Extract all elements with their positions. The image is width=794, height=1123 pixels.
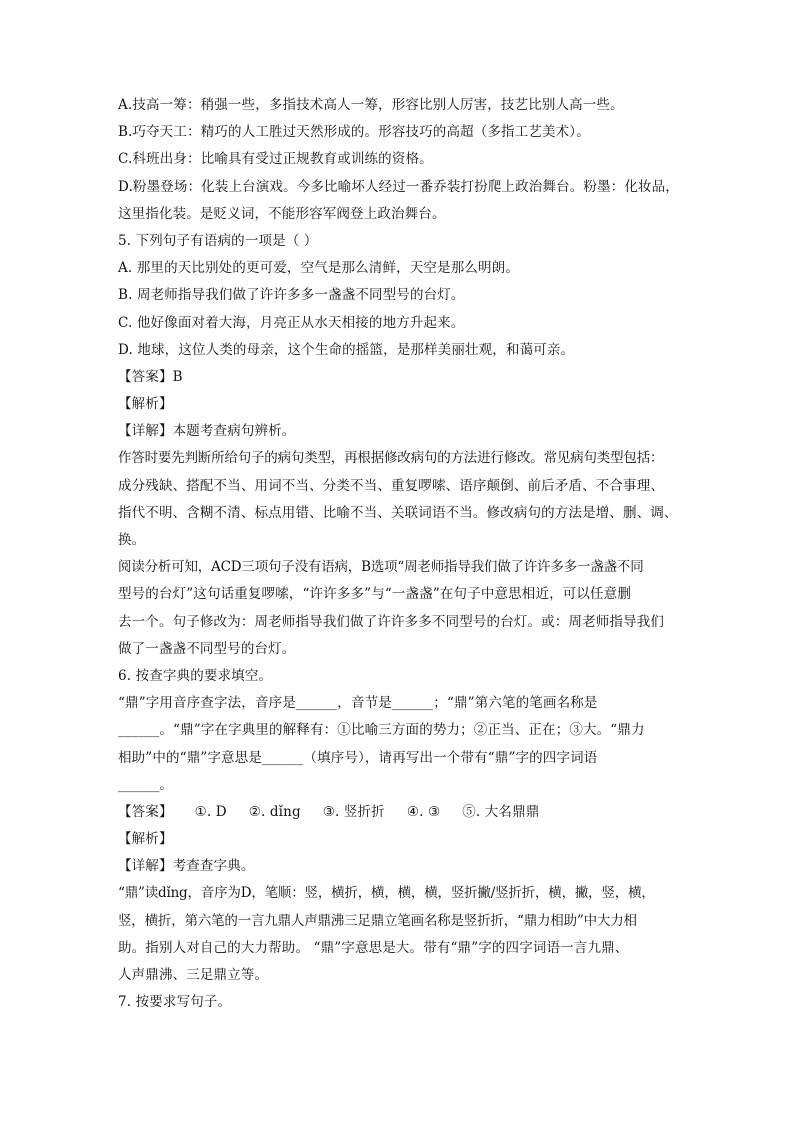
question-5-option-a: A. 那里的天比别处的更可爱，空气是那么清鲜，天空是那么明朗。 <box>118 260 519 277</box>
question-6-analysis-heading: 【解析】 <box>118 831 173 848</box>
question-5-option-c: C. 他好像面对着大海，月亮正从水天相接的地方升起来。 <box>118 314 465 331</box>
question-5-detail-line-3: 指代不明、含糊不清、标点用错、比喻不当、关联词语不当。修改病句的方法是增、删、调、 <box>118 504 678 521</box>
question-5-option-d: D. 地球，这位人类的母亲，这个生命的摇篮，是那样美丽壮观，和蔼可亲。 <box>118 341 575 358</box>
answer-item-1: ①. D <box>194 803 227 820</box>
question-6-text-line-3: 相助”中的“鼎”字意思是______（填序号），请再写出一个带有“鼎”字的四字词语 <box>118 749 598 766</box>
question-5-detail-line-8: 做了一盏盏不同型号的台灯。 <box>118 640 296 657</box>
question-5-detail-line-2: 成分残缺、搭配不当、用词不当、分类不当、重复啰嗦、语序颠倒、前后矛盾、不合事理、 <box>118 477 664 494</box>
question-5-detail-line-4: 换。 <box>118 532 146 548</box>
answer-item-5: ⑤. 大名鼎鼎 <box>462 803 540 820</box>
document-page <box>118 92 680 1016</box>
question-6-text-line-2: ______。“鼎”字在字典里的解释有：①比喻三方面的势力；②正当、正在；③大。“鼎力 <box>118 722 645 739</box>
question-5-detail-heading: 【详解】本题考查病句辨析。 <box>118 423 296 440</box>
question-6-text-line-1: “鼎”字用音序查字法，音序是______，音节是______；“鼎”第六笔的笔画名称是 <box>118 695 598 712</box>
question-5-answer: 【答案】B <box>118 368 183 385</box>
answer-item-2: ②. dǐng <box>248 803 301 820</box>
answer-item-4: ④. ③ <box>406 803 441 820</box>
question-5-detail-line-6: 型号的台灯”这句话重复啰嗦，“许许多多”与“一盏盏”在句子中意思相近，可以任意删 <box>118 586 632 603</box>
question-6-text-line-4: ______。 <box>118 776 174 793</box>
question-6-detail-line-3: 助。指别人对自己的大力帮助。 “鼎”字意思是大。带有“鼎”字的四字词语一言九鼎、 <box>118 939 629 956</box>
option-a-explanation: A.技高一筹：稍强一些，多指技术高人一筹，形容比别人厉害，技艺比别人高一些。 <box>118 97 624 113</box>
question-6-title: 6. 按查字典的要求填空。 <box>118 667 273 684</box>
question-5-analysis-heading: 【解析】 <box>118 396 173 413</box>
question-5-detail-line-5: 阅读分析可知，ACD三项句子没有语病，B选项“周老师指导我们做了许许多多一盏盏不同 <box>118 559 644 576</box>
question-5-title: 5. 下列句子有语病的一项是（ ） <box>118 232 318 249</box>
question-6-detail-heading: 【详解】考查查字典。 <box>118 858 255 875</box>
option-d-explanation-cont: 这里指化装。是贬义词，不能形容军阀登上政治舞台。 <box>118 205 446 222</box>
question-5-detail-line-7: 去一个。句子修改为：周老师指导我们做了许许多多不同型号的台灯。或：周老师指导我们 <box>118 613 664 630</box>
answer-label: 【答案】 <box>118 803 173 820</box>
option-c-explanation: C.科班出身：比喻具有受过正规教育或训练的资格。 <box>118 151 433 168</box>
option-d-explanation: D.粉墨登场：化装上台演戏。今多比喻坏人经过一番乔装打扮爬上政治舞台。粉墨：化妆品， <box>118 178 679 195</box>
question-7-title: 7. 按要求写句子。 <box>118 994 232 1011</box>
question-6-detail-line-2: 竖，横折，第六笔的一言九鼎人声鼎沸三足鼎立笔画名称是竖折折，“鼎力相助”中大力相 <box>118 912 637 929</box>
option-b-explanation: B.巧夺天工：精巧的人工胜过天然形成的。形容技巧的高超（多指工艺美术）。 <box>118 124 590 141</box>
question-5-detail-line-1: 作答时要先判断所给句子的病句类型，再根据修改病句的方法进行修改。常见病句类型包括： <box>118 450 664 467</box>
question-5-option-b: B. 周老师指导我们做了许许多多一盏盏不同型号的台灯。 <box>118 287 465 304</box>
answer-item-3: ③. 竖折折 <box>322 803 385 820</box>
question-6-answer <box>118 799 680 826</box>
question-6-detail-line-4: 人声鼎沸、三足鼎立等。 <box>118 967 269 983</box>
question-6-detail-line-1: “鼎”读dǐng，音序为D，笔顺：竖，横折，横，横，横，竖折撇/竖折折，横，撇，竖，横， <box>118 885 655 902</box>
